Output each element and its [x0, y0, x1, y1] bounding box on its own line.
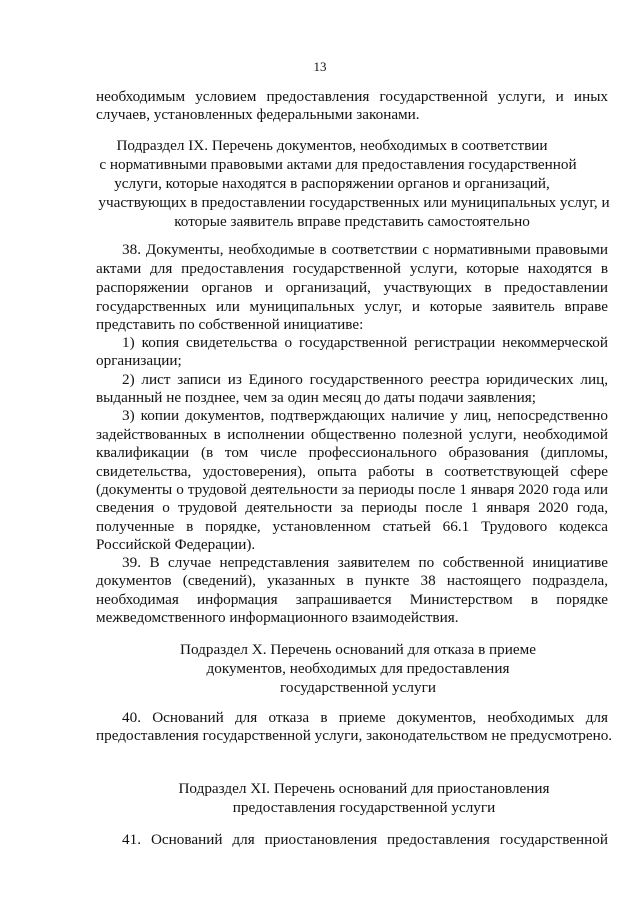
section-heading-x: Подраздел X. Перечень оснований для отказа в приеме — [180, 641, 536, 658]
text-line: представить по собственной инициативе: — [96, 316, 364, 333]
text-line: квалификации (в том числе профессионального образования (дипломы, — [96, 444, 608, 461]
text-line: (документы о трудовой деятельности за периоды после 1 января 2020 года или — [96, 481, 608, 498]
section-heading-ix: с нормативными правовыми актами для предоставления государственной — [99, 156, 577, 173]
text-line: 40. Оснований для отказа в приеме документов, необходимых для — [122, 709, 608, 726]
text-line: документов (сведений), указанных в пункте 38 настоящего подраздела, — [96, 572, 608, 589]
text-line: 38. Документы, необходимые в соответствии с нормативными правовыми — [122, 241, 608, 258]
text-line: 41. Оснований для приостановления предоставления государственной — [122, 831, 608, 848]
section-heading-ix: услуги, которые находятся в распоряжении органов и организаций, — [114, 175, 550, 192]
text-line: межведомственного информационного взаимодействия. — [96, 609, 459, 626]
list-item: 3) копии документов, подтверждающих наличие у лиц, непосредственно — [122, 407, 608, 424]
section-heading-xi: предоставления государственной услуги — [232, 799, 496, 816]
section-heading-ix: Подраздел IX. Перечень документов, необходимых в соответствии — [116, 137, 548, 154]
text-line: свидетельства, удостоверения), опыта работы в соответствующей сфере — [96, 463, 608, 480]
text-line: организации; — [96, 352, 182, 369]
page-number: 13 — [313, 59, 327, 74]
text-line: предоставления государственной услуги, законодательством не предусмотрено. — [96, 727, 613, 744]
text-line: Российской Федерации). — [96, 536, 256, 553]
section-heading-xi: Подраздел XI. Перечень оснований для приостановления — [178, 780, 550, 797]
text-line: государственных или муниципальных услуг, и которые заявитель вправе — [96, 298, 608, 315]
text-line: выданный не позднее, чем за один месяц до даты подачи заявления; — [96, 389, 536, 406]
list-item: 2) лист записи из Единого государственного реестра юридических лиц, — [122, 371, 608, 388]
text-line: 39. В случае непредставления заявителем по собственной инициативе — [122, 554, 608, 571]
text-line: необходимым условием предоставления государственной услуги, и иных — [96, 88, 608, 105]
text-line: задействованных в исполнении общественно полезной услуги, необходимой — [96, 426, 608, 443]
section-heading-x: государственной услуги — [280, 679, 436, 696]
section-heading-ix: которые заявитель вправе представить самостоятельно — [174, 213, 530, 230]
text-line: актами для предоставления государственной услуги, которые находятся в — [96, 260, 608, 277]
section-heading-ix: участвующих в предоставлении государственных или муниципальных услуг, и — [98, 194, 610, 211]
list-item: 1) копия свидетельства о государственной регистрации некоммерческой — [122, 334, 608, 351]
text-line: полученные в порядке, установленном статьей 66.1 Трудового кодекса — [96, 518, 608, 535]
text-line: сведения о трудовой деятельности за периоды после 1 января 2020 года, — [96, 499, 608, 516]
section-heading-x: документов, необходимых для предоставления — [206, 660, 510, 677]
text-line: случаев, установленных федеральными законами. — [96, 106, 420, 123]
text-line: распоряжении органов и организаций, участвующих в предоставлении — [96, 279, 608, 296]
text-line: необходимая информация запрашивается Министерством в порядке — [96, 591, 608, 608]
